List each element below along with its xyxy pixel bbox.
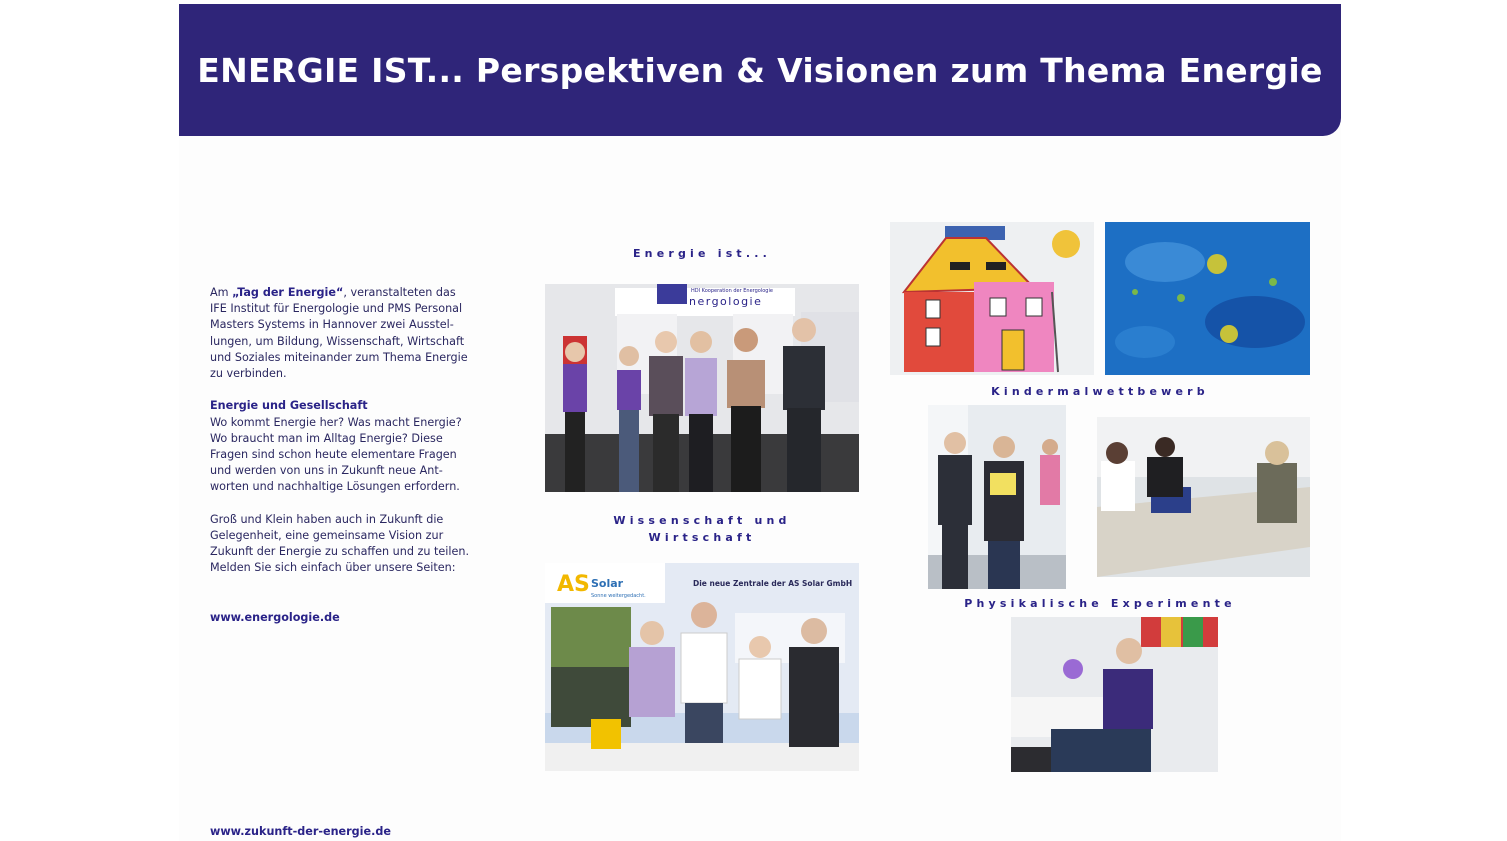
intro-paragraph-3 <box>210 512 472 577</box>
intro-p2-text: Wo kommt Energie her? Was macht Energie? Wo braucht man im Alltag Energie? Diese Fragen sind schon heute elementare Fragen und werden von uns in Zukunft neue Ant-worten und nachhaltige Lösungen erfordern. <box>210 415 462 494</box>
group-photo-energologie <box>545 284 859 492</box>
intro-p1-start: Am <box>210 286 233 299</box>
as-solar-banner: Die neue Zentrale der AS Solar GmbH <box>693 579 853 588</box>
photo-physics-experiment <box>1011 617 1218 772</box>
as-solar-logo-mark: AS <box>557 572 590 597</box>
as-solar-tagline: Sonne weitergedacht. <box>591 593 646 599</box>
caption-wissenschaft-line2: Wirtschaft <box>648 530 756 544</box>
caption-kindermalwettbewerb: Kindermalwettbewerb <box>991 385 1209 398</box>
energologie-banner-line2: nergologie <box>689 295 763 308</box>
page-title: ENERGIE IST... Perspektiven & Visionen zum Thema Energie <box>197 50 1323 90</box>
intro-p1-event: „Tag der Energie“ <box>232 286 344 299</box>
photo-award-handover <box>928 405 1066 589</box>
intro-paragraph-2 <box>210 398 472 495</box>
as-solar-logo-word: Solar <box>591 577 624 590</box>
group-photo-as-solar <box>545 563 859 771</box>
childrens-drawing-blue <box>1105 222 1310 375</box>
caption-physikalische-experimente: Physikalische Experimente <box>964 597 1236 610</box>
energologie-banner-line1: HDI Kooperation der Energologie <box>691 288 773 294</box>
intro-p3-text: Groß und Klein haben auch in Zukunft die Gelegenheit, eine gemeinsame Vision zur Zukunft der Energie zu schaffen und zu teilen. Melden Sie sich einfach über unsere Seiten: <box>210 512 470 575</box>
caption-energie-ist: Energie ist... <box>632 247 772 260</box>
header-banner <box>179 4 1341 136</box>
intro-text <box>210 285 472 593</box>
intro-p1-end: , veranstalteten das IFE Institut für Energologie und PMS Personal Masters Systems in Hannover zwei Ausstel-lungen, um Bildung, Wissenschaft, Wirtschaft und Soziales miteinander zum Thema Energie zu verbinden. <box>210 286 468 381</box>
intro-paragraph-1 <box>210 285 472 382</box>
link-energologie[interactable]: www.energologie.de <box>210 611 340 624</box>
caption-wissenschaft-wirtschaft <box>545 513 859 546</box>
section-heading-energie-gesellschaft: Energie und Gesellschaft <box>210 399 368 413</box>
caption-wissenschaft-line1: Wissenschaft und <box>613 514 791 527</box>
link-zukunft-der-energie[interactable]: www.zukunft-der-energie.de <box>210 825 391 838</box>
childrens-drawing-house <box>890 222 1094 375</box>
photo-children-experiments-table <box>1097 417 1310 577</box>
